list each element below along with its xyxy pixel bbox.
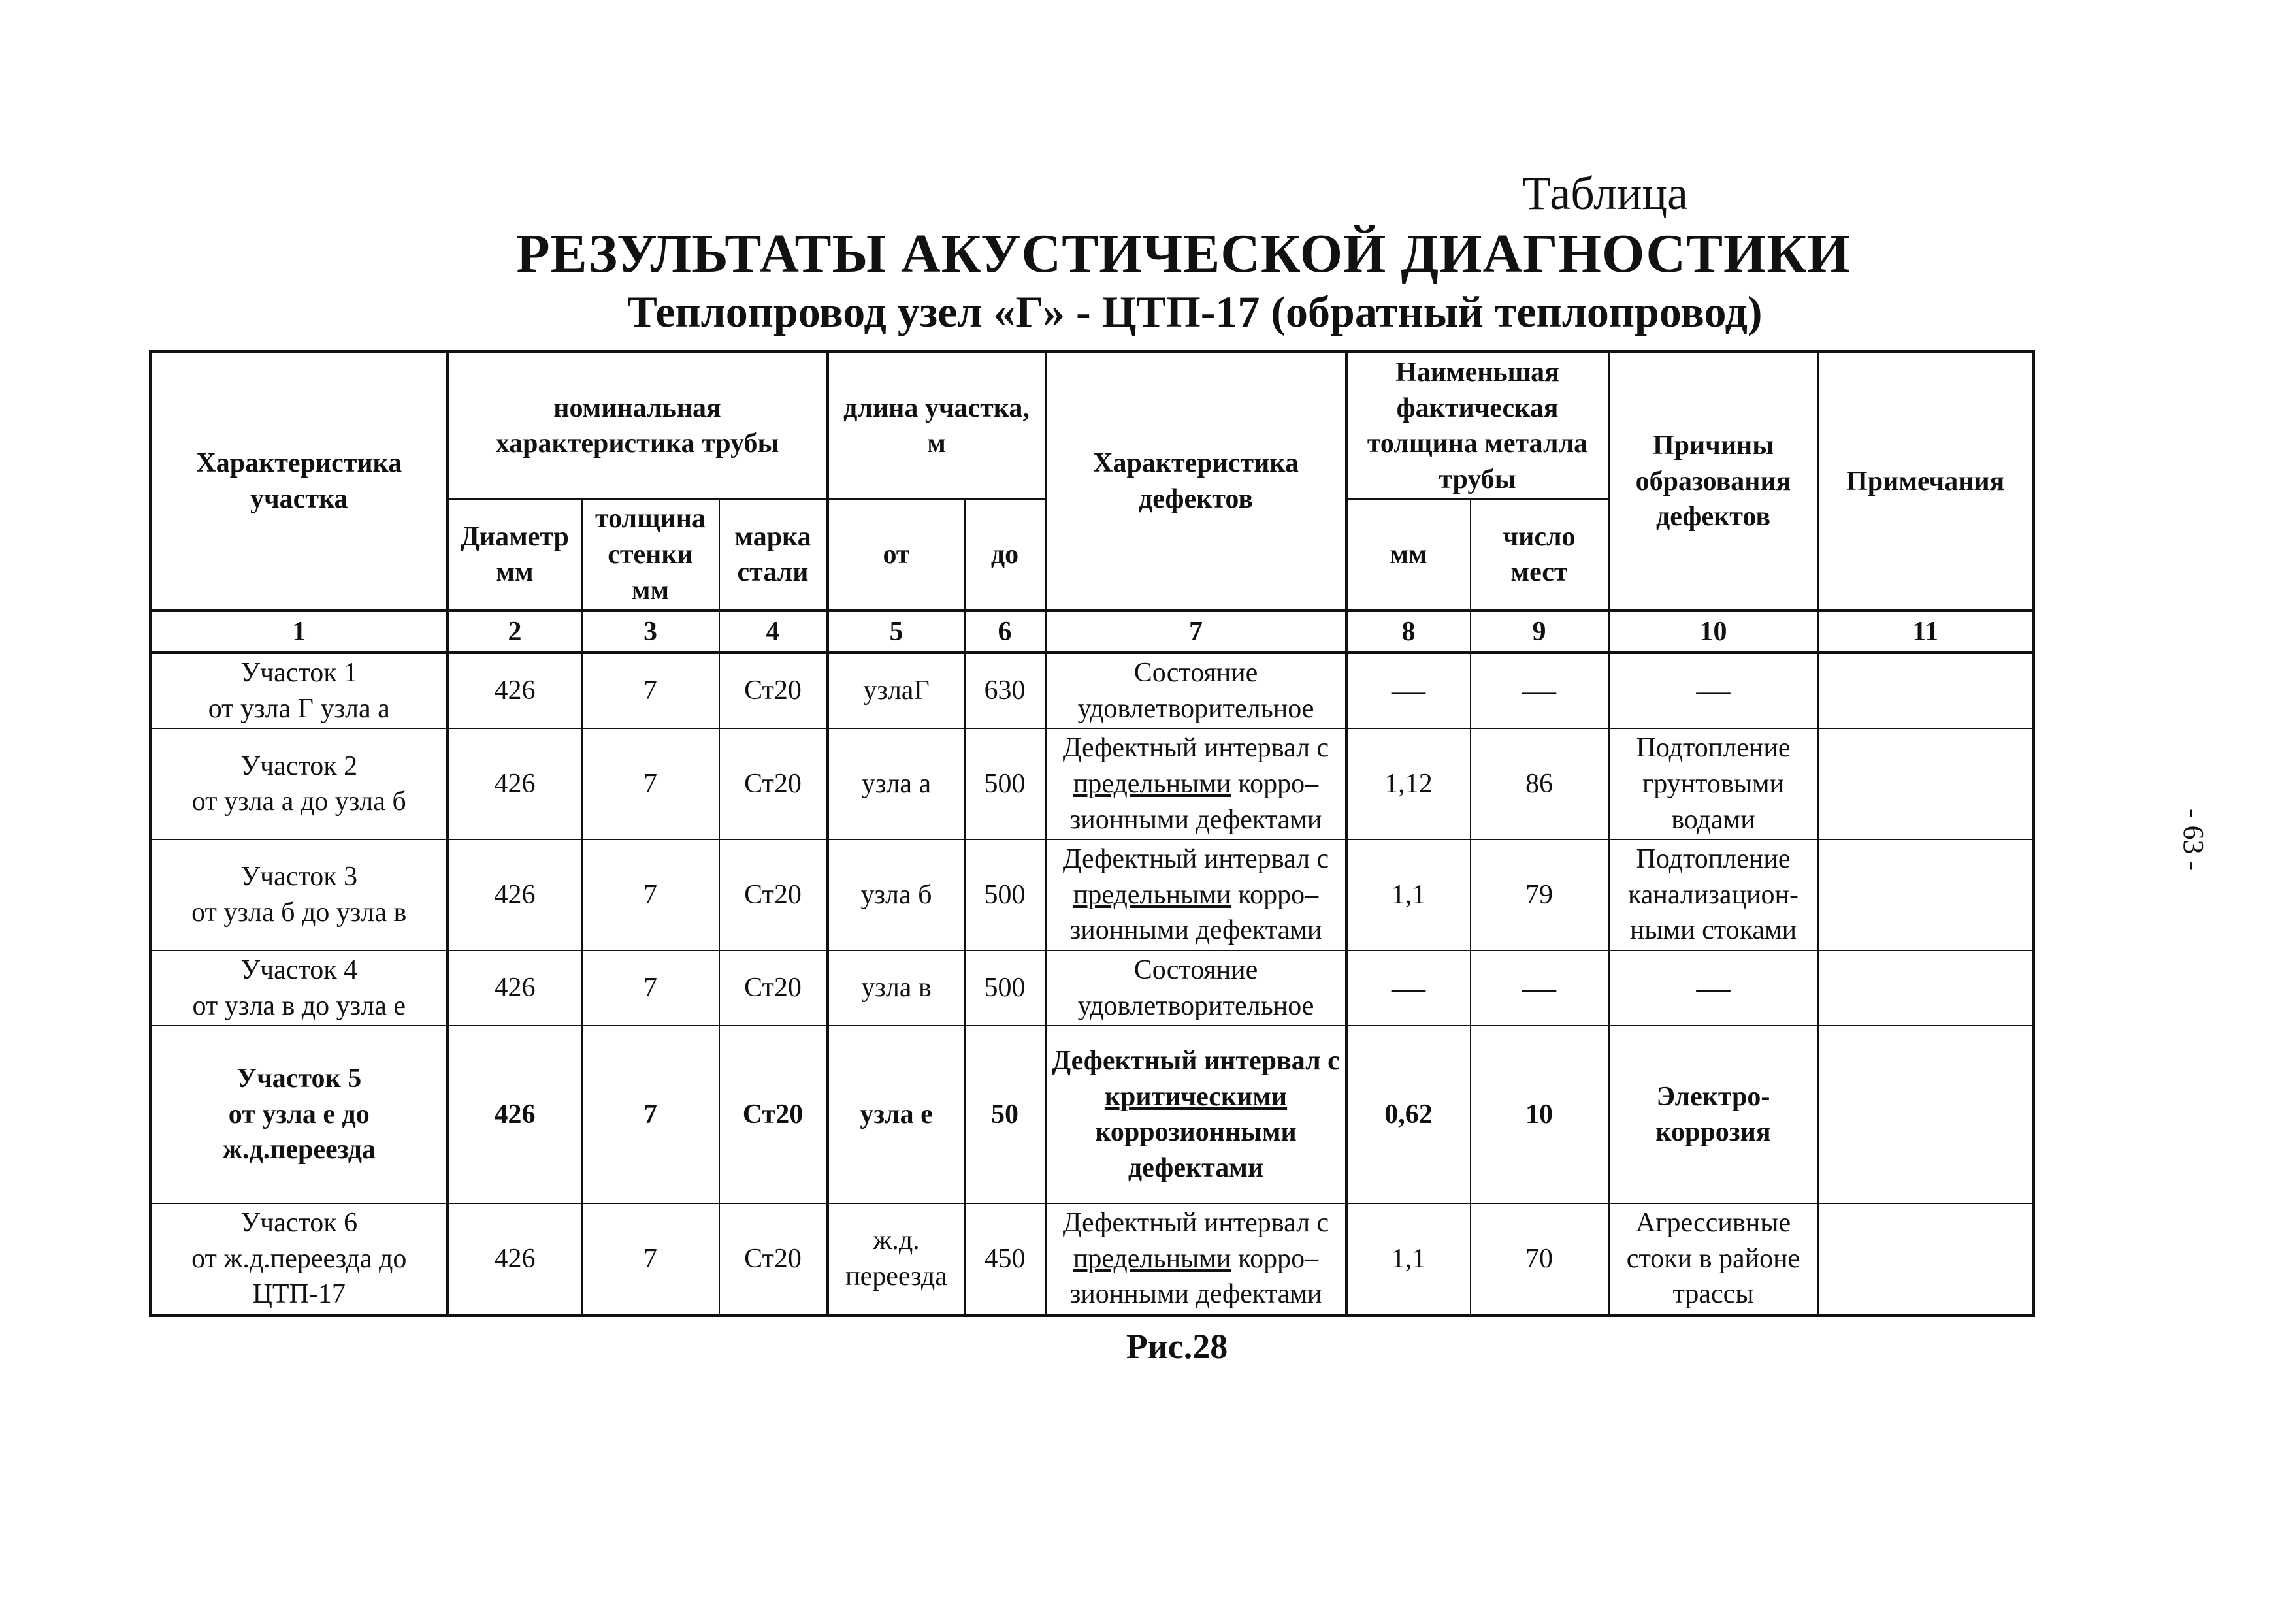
segment-range: от узла Г узла а [208, 693, 390, 724]
cause-cell: — [1609, 950, 1818, 1026]
defect-text: Дефектный интервал с [1062, 844, 1329, 875]
segment-cell [151, 839, 448, 950]
from-cell: узлаГ [828, 653, 965, 728]
wall-cell: 7 [582, 1203, 719, 1315]
segment-title: Участок 6 [240, 1208, 358, 1239]
defect-text: Дефектный интервал с [1062, 733, 1329, 764]
page-number: - 63 - [2177, 808, 2210, 871]
diameter-cell: 426 [448, 653, 582, 728]
segment-cell [151, 1026, 448, 1203]
diagnostics-table [149, 350, 2035, 1317]
diameter-cell: 426 [448, 839, 582, 950]
header-segment: Характеристика участка [151, 352, 448, 611]
header-thickness-group: Наименьшая фактическая толщина металла трубы [1346, 352, 1609, 500]
segment-range: от узла б до узла в [191, 898, 407, 928]
wall-cell: 7 [582, 950, 719, 1026]
note-cell [1818, 1026, 2034, 1203]
cause-cell: Агрессивные стоки в районе трассы [1609, 1203, 1818, 1315]
places-cell: 10 [1471, 1026, 1609, 1203]
header-defects: Характеристика дефектов [1046, 352, 1346, 611]
note-cell [1818, 728, 2034, 839]
header-diameter: Диаметр мм [448, 499, 582, 611]
defect-text: Дефектный интервал с [1052, 1045, 1340, 1076]
defect-severity: предельными [1073, 768, 1231, 799]
column-number: 4 [719, 611, 828, 653]
segment-title: Участок 4 [240, 954, 358, 985]
defect-text-tail: коррозионными дефектами [1095, 1117, 1297, 1183]
thickness-mm-cell: — [1346, 653, 1471, 728]
header-mm: мм [1346, 499, 1471, 611]
places-cell: 70 [1471, 1203, 1609, 1315]
diameter-cell: 426 [448, 728, 582, 839]
defect-text-tail: корро–зионными дефектами [1069, 768, 1322, 835]
column-number-row [151, 611, 2034, 653]
segment-title: Участок 1 [240, 658, 358, 689]
cause-cell: Подтопление грунтовыми водами [1609, 728, 1818, 839]
wall-cell: 7 [582, 1026, 719, 1203]
steel-cell: Ст20 [719, 728, 828, 839]
thickness-mm-cell: — [1346, 950, 1471, 1026]
thickness-mm-cell: 0,62 [1346, 1026, 1471, 1203]
column-number: 9 [1471, 611, 1609, 653]
diameter-cell: 426 [448, 1026, 582, 1203]
note-cell [1818, 839, 2034, 950]
defect-cell [1046, 950, 1346, 1026]
defect-text-tail: корро–зионными дефектами [1069, 1243, 1322, 1310]
segment-title: Участок 2 [240, 751, 358, 781]
segment-range: от узла в до узла е [192, 990, 406, 1021]
to-cell: 630 [965, 653, 1046, 728]
steel-cell: Ст20 [719, 1026, 828, 1203]
segment-title: Участок 5 [236, 1064, 362, 1094]
steel-cell: Ст20 [719, 653, 828, 728]
header-notes: Примечания [1818, 352, 2034, 611]
from-cell: узла б [828, 839, 965, 950]
defect-severity: предельными [1073, 879, 1231, 910]
header-wall: толщина стенки мм [582, 499, 719, 611]
segment-range: от узла а до узла б [191, 787, 406, 817]
header-to: до [965, 499, 1046, 611]
defect-text: Состояние удовлетворительное [1077, 954, 1314, 1021]
diameter-cell: 426 [448, 950, 582, 1026]
places-cell: 86 [1471, 728, 1609, 839]
table-row [151, 1026, 2034, 1203]
header-from: от [828, 499, 965, 611]
defect-cell [1046, 839, 1346, 950]
column-number: 8 [1346, 611, 1471, 653]
defect-cell [1046, 728, 1346, 839]
cause-cell: Подтопление канализацион-ными стоками [1609, 839, 1818, 950]
steel-cell: Ст20 [719, 950, 828, 1026]
document-subtitle: Теплопровод узел «Г» - ЦТП-17 (обратный теплопровод) [627, 287, 1763, 336]
column-number: 3 [582, 611, 719, 653]
column-number: 11 [1818, 611, 2034, 653]
thickness-mm-cell: 1,12 [1346, 728, 1471, 839]
places-cell: — [1471, 653, 1609, 728]
note-cell [1818, 1203, 2034, 1315]
header-length-group: длина участка, м [828, 352, 1046, 500]
header-steel: марка стали [719, 499, 828, 611]
from-cell: узла в [828, 950, 965, 1026]
defect-cell [1046, 1203, 1346, 1315]
to-cell: 500 [965, 839, 1046, 950]
table-row [151, 653, 2034, 728]
segment-cell [151, 1203, 448, 1315]
from-cell: узла а [828, 728, 965, 839]
segment-cell [151, 728, 448, 839]
steel-cell: Ст20 [719, 1203, 828, 1315]
diameter-cell: 426 [448, 1203, 582, 1315]
column-number: 5 [828, 611, 965, 653]
defect-text: Дефектный интервал с [1062, 1208, 1329, 1239]
thickness-mm-cell: 1,1 [1346, 839, 1471, 950]
header-places: число мест [1471, 499, 1609, 611]
document-title: РЕЗУЛЬТАТЫ АКУСТИЧЕСКОЙ ДИАГНОСТИКИ [516, 223, 1851, 284]
segment-range: от узла е до ж.д.переезда [222, 1099, 376, 1165]
defect-cell [1046, 653, 1346, 728]
places-cell: — [1471, 950, 1609, 1026]
column-number: 1 [151, 611, 448, 653]
to-cell: 500 [965, 950, 1046, 1026]
segment-title: Участок 3 [240, 862, 358, 892]
column-number: 6 [965, 611, 1046, 653]
to-cell: 500 [965, 728, 1046, 839]
table-row [151, 1203, 2034, 1315]
cause-cell: Электро-коррозия [1609, 1026, 1818, 1203]
segment-range: от ж.д.переезда до ЦТП-17 [191, 1243, 407, 1310]
from-cell: ж.д. переезда [828, 1203, 965, 1315]
segment-cell [151, 653, 448, 728]
defect-severity: критическими [1104, 1081, 1288, 1112]
from-cell: узла е [828, 1026, 965, 1203]
table-row [151, 950, 2034, 1026]
wall-cell: 7 [582, 839, 719, 950]
defect-text: Состояние удовлетворительное [1077, 658, 1314, 724]
defect-text-tail: корро–зионными дефектами [1069, 879, 1322, 946]
column-number: 7 [1046, 611, 1346, 653]
steel-cell: Ст20 [719, 839, 828, 950]
wall-cell: 7 [582, 653, 719, 728]
places-cell: 79 [1471, 839, 1609, 950]
to-cell: 50 [965, 1026, 1046, 1203]
table-row [151, 728, 2034, 839]
table-row [151, 839, 2034, 950]
cause-cell: — [1609, 653, 1818, 728]
wall-cell: 7 [582, 728, 719, 839]
table-caption: Таблица [1522, 167, 1688, 219]
note-cell [1818, 950, 2034, 1026]
header-causes: Причины образования дефектов [1609, 352, 1818, 611]
figure-caption: Рис.28 [1126, 1327, 1228, 1366]
column-number: 10 [1609, 611, 1818, 653]
segment-cell [151, 950, 448, 1026]
defect-severity: предельными [1073, 1243, 1231, 1274]
header-pipe-group: номинальная характеристика трубы [448, 352, 828, 500]
defect-cell [1046, 1026, 1346, 1203]
note-cell [1818, 653, 2034, 728]
thickness-mm-cell: 1,1 [1346, 1203, 1471, 1315]
to-cell: 450 [965, 1203, 1046, 1315]
column-number: 2 [448, 611, 582, 653]
